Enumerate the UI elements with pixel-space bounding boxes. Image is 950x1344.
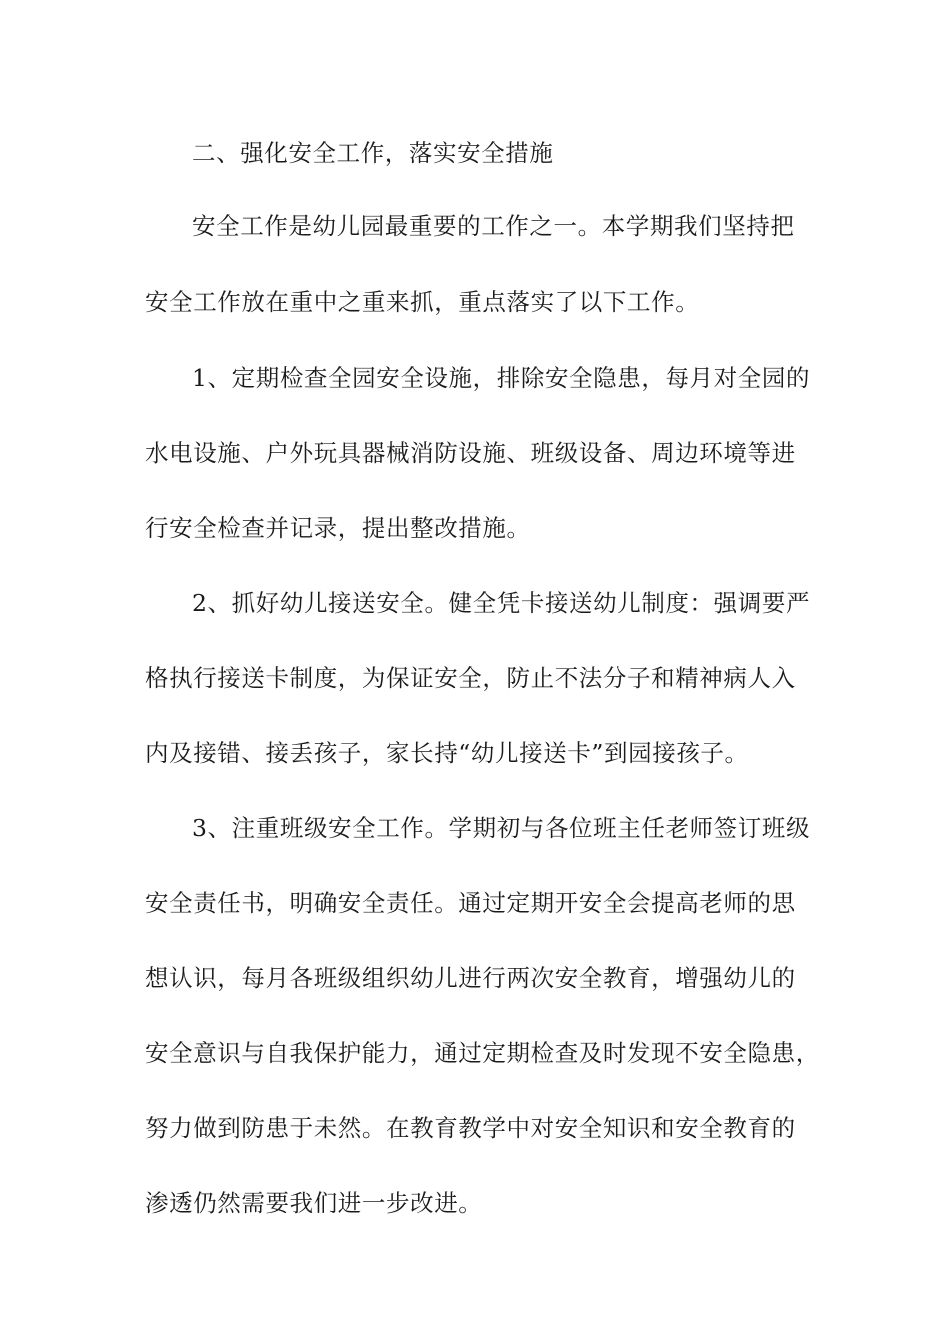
- paragraph-line: 安全工作放在重中之重来抓，重点落实了以下工作。: [145, 288, 700, 316]
- paragraph-line: 想认识，每月各班级组织幼儿进行两次安全教育，增强幼儿的: [145, 964, 796, 992]
- section-heading: 二、强化安全工作，落实安全措施: [192, 139, 554, 167]
- paragraph-line: 安全意识与自我保护能力，通过定期检查及时发现不安全隐患，: [145, 1039, 820, 1067]
- paragraph-line: 努力做到防患于未然。在教育教学中对安全知识和安全教育的: [145, 1114, 796, 1142]
- paragraph-line: 行安全检查并记录，提出整改措施。: [145, 514, 531, 542]
- paragraph-line: 2、抓好幼儿接送安全。健全凭卡接送幼儿制度：强调要严: [192, 589, 811, 617]
- paragraph-line: 安全责任书，明确安全责任。通过定期开安全会提高老师的思: [145, 889, 796, 917]
- paragraph-line: 3、注重班级安全工作。学期初与各位班主任老师签订班级: [192, 814, 811, 842]
- paragraph-line: 安全工作是幼儿园最重要的工作之一。本学期我们坚持把: [192, 212, 795, 240]
- paragraph-line: 格执行接送卡制度，为保证安全，防止不法分子和精神病人入: [145, 664, 796, 692]
- paragraph-line: 水电设施、户外玩具器械消防设施、班级设备、周边环境等进: [145, 439, 796, 467]
- paragraph-line: 渗透仍然需要我们进一步改进。: [145, 1189, 483, 1217]
- paragraph-line: 1、定期检查全园安全设施，排除安全隐患，每月对全园的: [192, 364, 811, 392]
- paragraph-line: 内及接错、接丢孩子，家长持“幼儿接送卡”到园接孩子。: [145, 739, 749, 767]
